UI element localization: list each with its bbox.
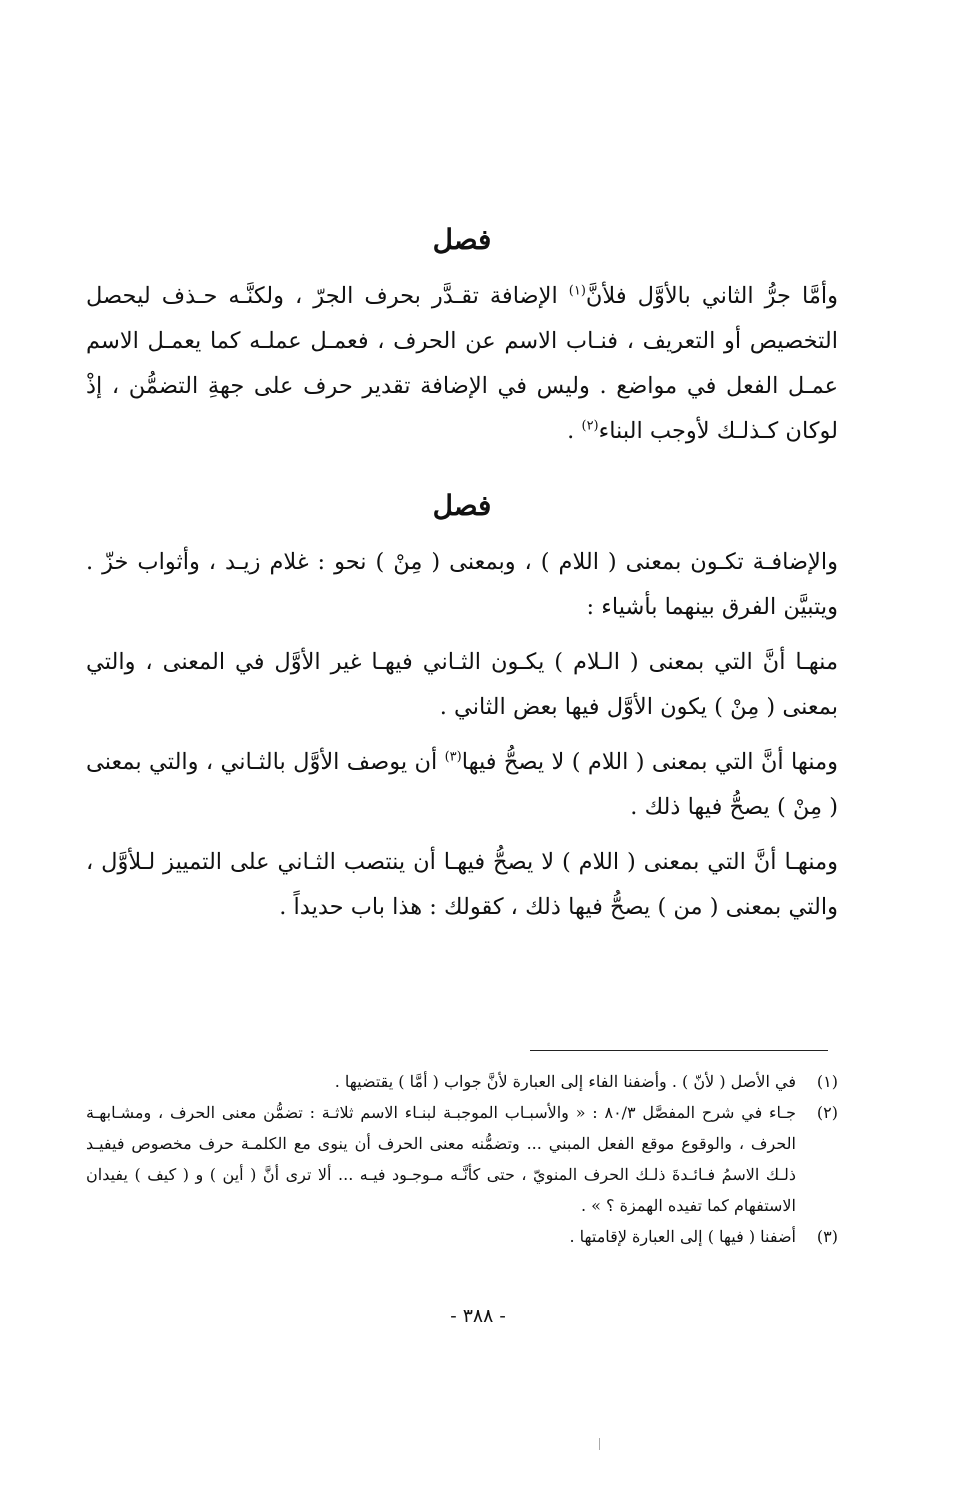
footnote-number: (١) (816, 1072, 838, 1091)
footnote-text: في الأصل ( لأنّ ) . وأضفنا الفاء إلى العبارة لأنَّ جواب ( أمَّا ) يقتضيها . (334, 1072, 796, 1091)
footnote-ref: (١) (568, 283, 586, 299)
page-number: - ٣٨٨ - (450, 1305, 506, 1327)
section-2 (86, 484, 838, 930)
paragraph-text: وأمَّا جرُّ الثاني بالأوَّل فلأنَّ (585, 283, 838, 309)
footnotes (86, 1066, 838, 1252)
paragraph-text: أن يوصف الأوَّل بالثـاني ، والتي بمعنى ( مِنْ ) يصحُّ فيها ذلك . (86, 749, 838, 820)
paragraph-text: ومنها أنَّ التي بمعنى ( اللام ) لا يصحُّ فيها (461, 749, 838, 775)
section-1 (86, 218, 838, 454)
footnote-ref: (٢) (581, 418, 599, 434)
footnote (86, 1221, 838, 1252)
paragraph-text: . (567, 418, 582, 444)
paragraph (86, 740, 838, 830)
section-heading: فصل (432, 489, 492, 522)
scan-mark (599, 1438, 600, 1450)
paragraph: منهـا أنَّ التي بمعنى ( الـلام ) يكـون الثـاني فيهـا غير الأوَّل في المعنى ، والتي بمعنى ( مِنْ ) يكون الأوَّل فيها بعض الثاني . (86, 649, 838, 720)
footnote-separator (530, 1050, 828, 1051)
footnote (86, 1097, 838, 1221)
paragraph: والإضافـة تكـون بمعنى ( اللام ) ، وبمعنى ( مِنْ ) نحو : غلام زيـد ، وأثواب خزّ . ويتبيَّن الفرق بينهما بأشياء : (86, 549, 838, 620)
paragraph-text: الإضافة تقـدَّر بحرف الجرّ ، ولكنَّـه حـذف ليحصل التخصيص أو التعريف ، فنـاب الاسم عن الحرف ، فعمـل عملـه كما يعمـل الاسم عمـل الفعل في مواضع . وليس في الإضافة تقدير حرف على جهةِ التضمُّن ، إذْ لوكان كـذلـك لأوجب البناء (86, 283, 838, 444)
footnote-ref: (٣) (444, 749, 462, 765)
footnote-text: جـاء في شرح المفصَّل ٨٠/٣ : « والأسبـاب الموجبـة لبنـاء الاسم ثلاثـة : تضمُّن معنى الحرف ، ومشـابهـة الحرف ، والوقوع موقع الفعل المبني ... وتضمُّنه معنى الحرف أن ينوى مع الكلمـة حرف مخصوص فيفيـد ذلـك الاسمُ فـائـدةَ ذلـك الحرف المنويّ ، حتى كأنَّـه مـوجـود فيـه ... ألا ترى أنَّ ( أين ) و ( كيف ) يفيدان الاستفهام كما تفيده الهمزة ؟ » . (86, 1103, 796, 1215)
paragraph (86, 274, 838, 454)
paragraph: ومنهـا أنَّ التي بمعنى ( اللام ) لا يصحُّ فيهـا أن ينتصب الثـاني على التمييز لـلأوَّل ، والتي بمعنى ( من ) يصحُّ فيها ذلك ، كقولك : هذا باب حديداً . (86, 849, 838, 920)
main-text (86, 218, 838, 930)
footnote-number: (٢) (816, 1103, 838, 1122)
section-heading: فصل (432, 223, 492, 256)
footnote-text: أضفنا ( فيها ) إلى العبارة لإقامتها . (569, 1227, 796, 1246)
footnote-number: (٣) (816, 1227, 838, 1246)
footnote (86, 1066, 838, 1097)
